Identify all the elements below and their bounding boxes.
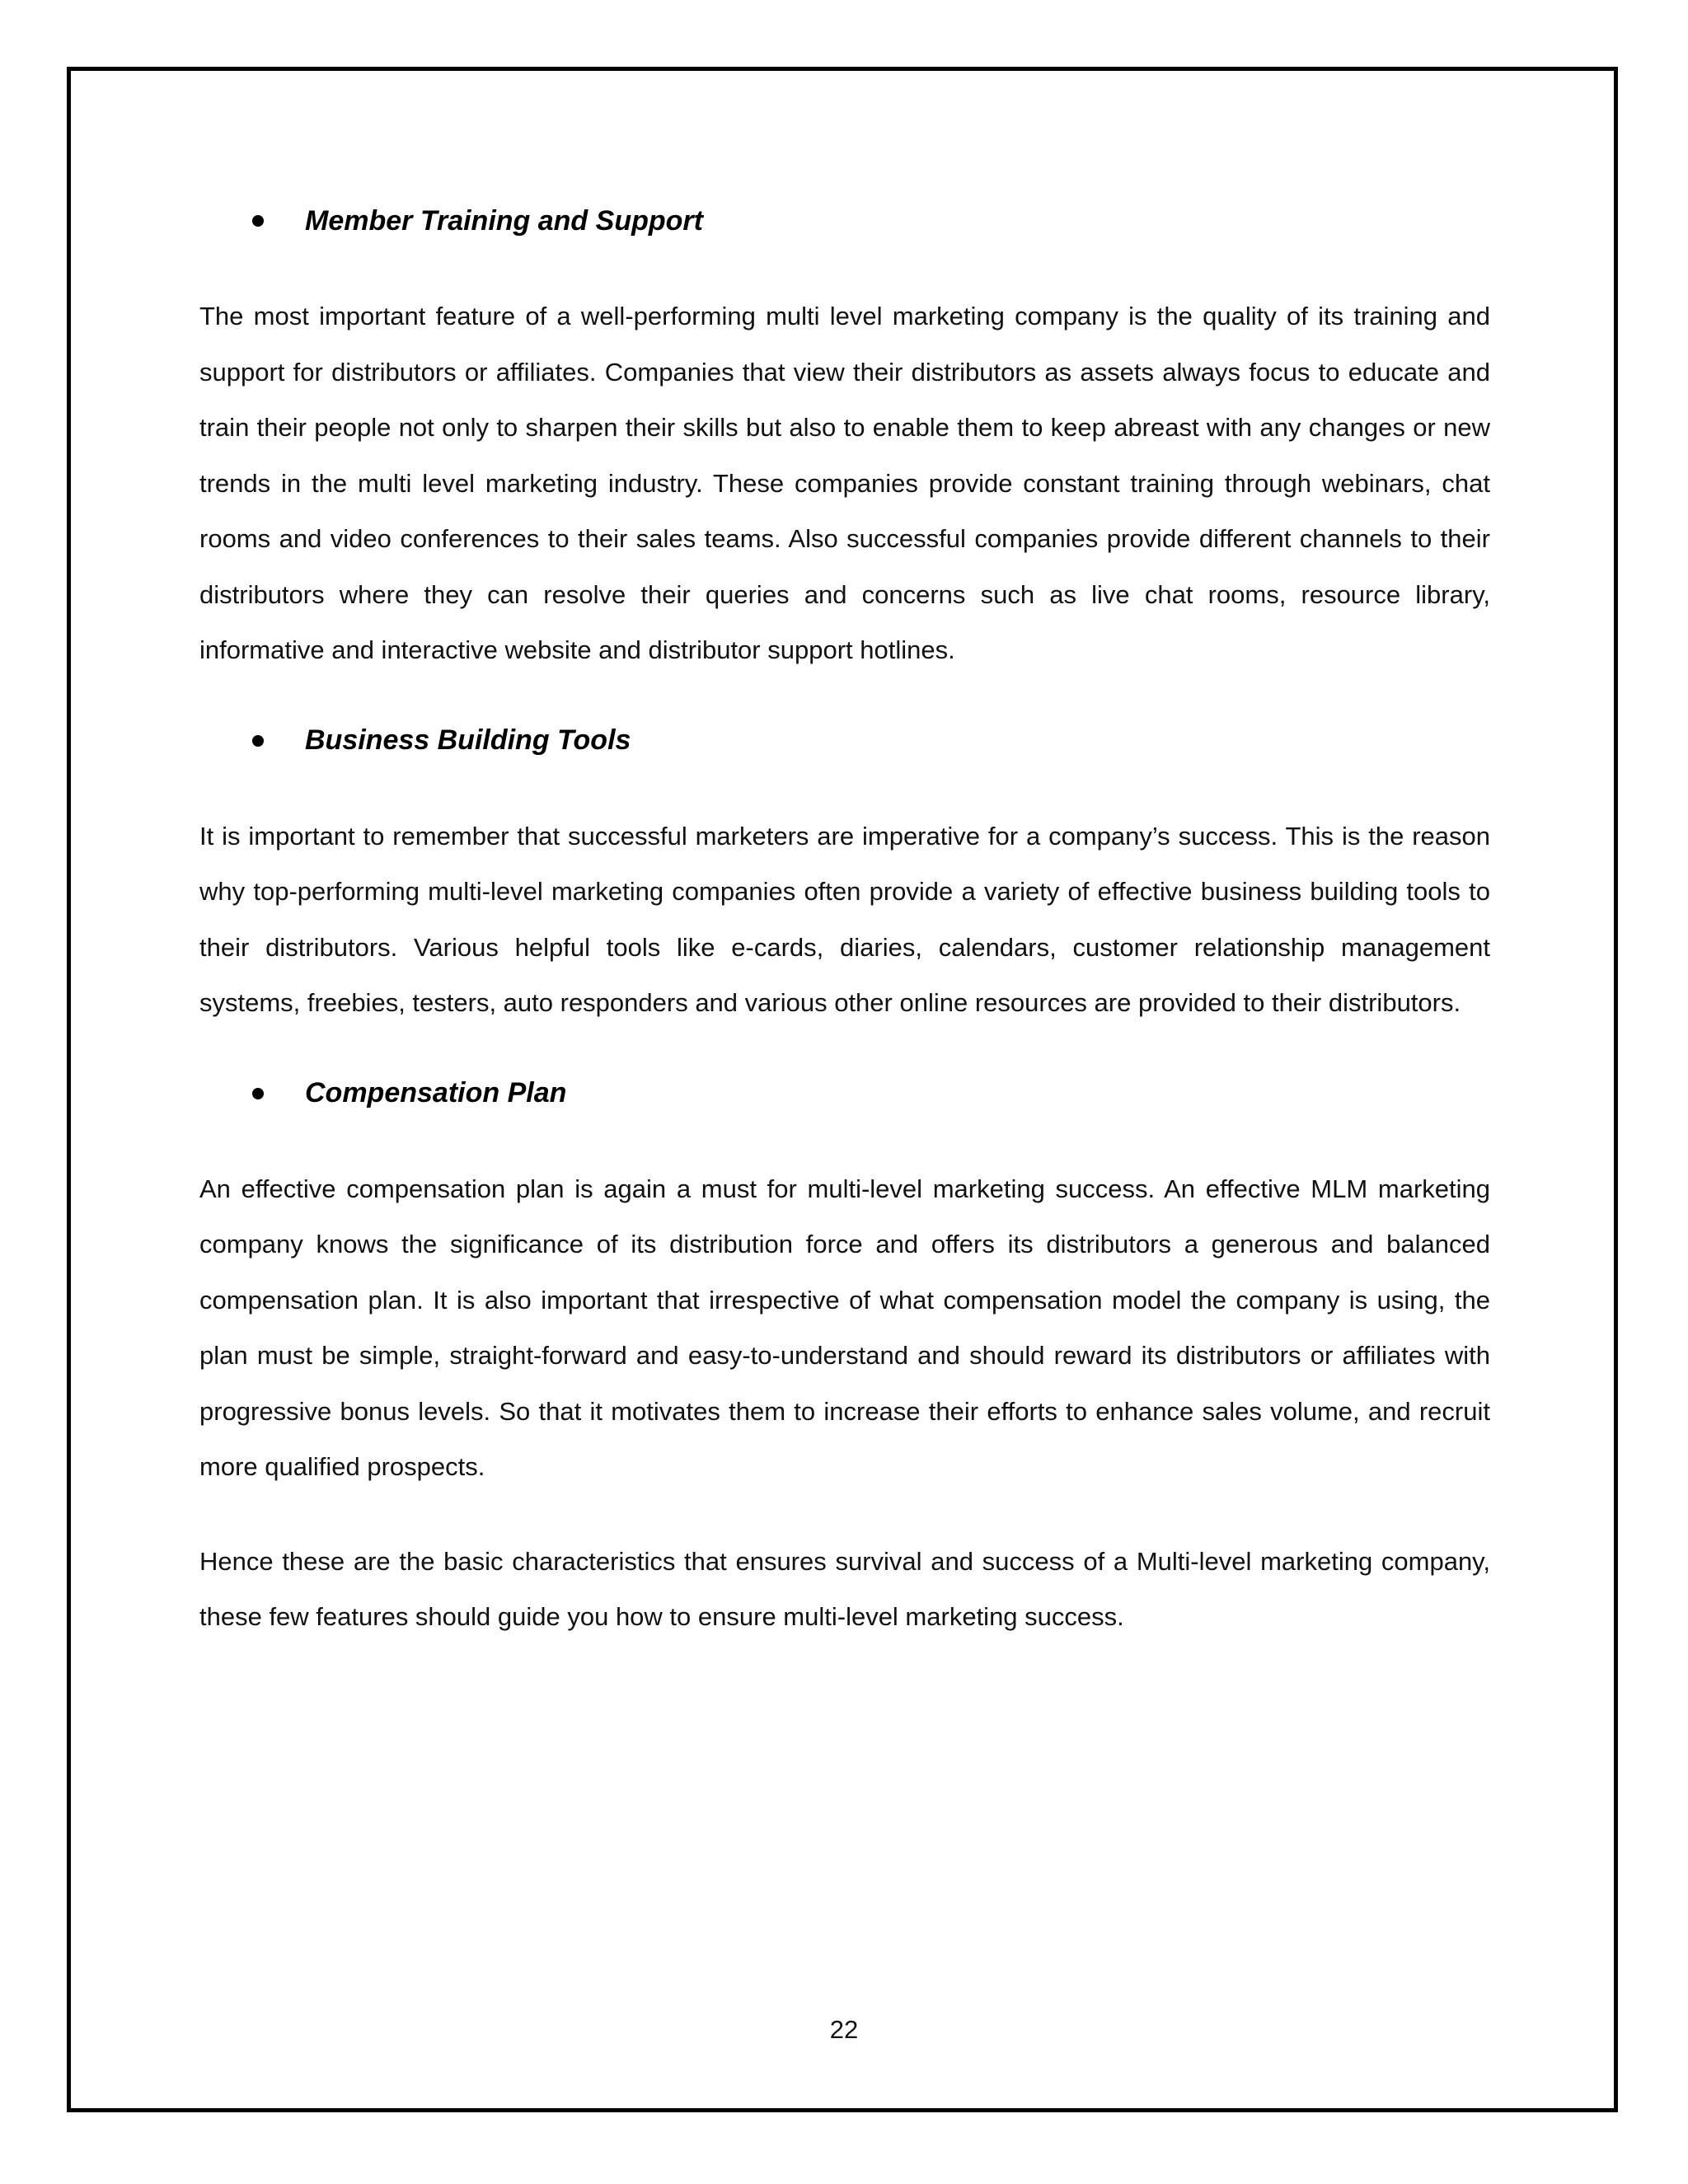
section-heading-business-tools	[199, 715, 1490, 767]
paragraph-compensation-plan: An effective compensation plan is again a must for multi-level marketing success. An effective MLM marketing company knows the significance of its distribution force and offers its distributors a generous and balanced compensation plan. It is also important that irrespective of what compensation model the company is using, the plan must be simple, straight-forward and easy-to-understand and should reward its distributors or affiliates with progressive bonus levels. So that it motivates them to increase their efforts to enhance sales volume, and recruit more qualified prospects.	[199, 1174, 1490, 1481]
section-heading-compensation-plan	[199, 1067, 1490, 1120]
heading-text: Business Building Tools	[305, 724, 631, 756]
bullet-icon	[252, 215, 264, 227]
page-number: 22	[829, 2015, 859, 2044]
section-heading-member-training	[199, 194, 1490, 247]
paragraph-member-training: The most important feature of a well-performing multi level marketing company is the quality of its training and support for distributors or affiliates. Companies that view their distributors as assets always focus to educate and train their people not only to sharpen their skills but also to enable them to keep abreast with any changes or new trends in the multi level marketing industry. These companies provide constant training through webinars, chat rooms and video conferences to their sales teams. Also successful companies provide different channels to their distributors where they can resolve their queries and concerns such as live chat rooms, resource library, informative and interactive website and distributor support hotlines.	[199, 302, 1490, 664]
paragraph-conclusion: Hence these are the basic characteristics that ensures survival and success of a Multi-level marketing company, these few features should guide you how to ensure multi-level marketing success.	[199, 1546, 1490, 1631]
heading-text: Compensation Plan	[305, 1077, 567, 1108]
bullet-icon	[252, 1088, 264, 1099]
bullet-icon	[252, 735, 264, 747]
paragraph-business-tools: It is important to remember that successful marketers are imperative for a company’s success. This is the reason why top-performing multi-level marketing companies often provide a variety of effective business building tools to their distributors. Various helpful tools like e-cards, diaries, calendars, customer relationship management systems, freebies, testers, auto responders and various other online resources are provided to their distributors.	[199, 821, 1490, 1017]
page-content	[199, 194, 1490, 1645]
heading-text: Member Training and Support	[305, 204, 703, 237]
